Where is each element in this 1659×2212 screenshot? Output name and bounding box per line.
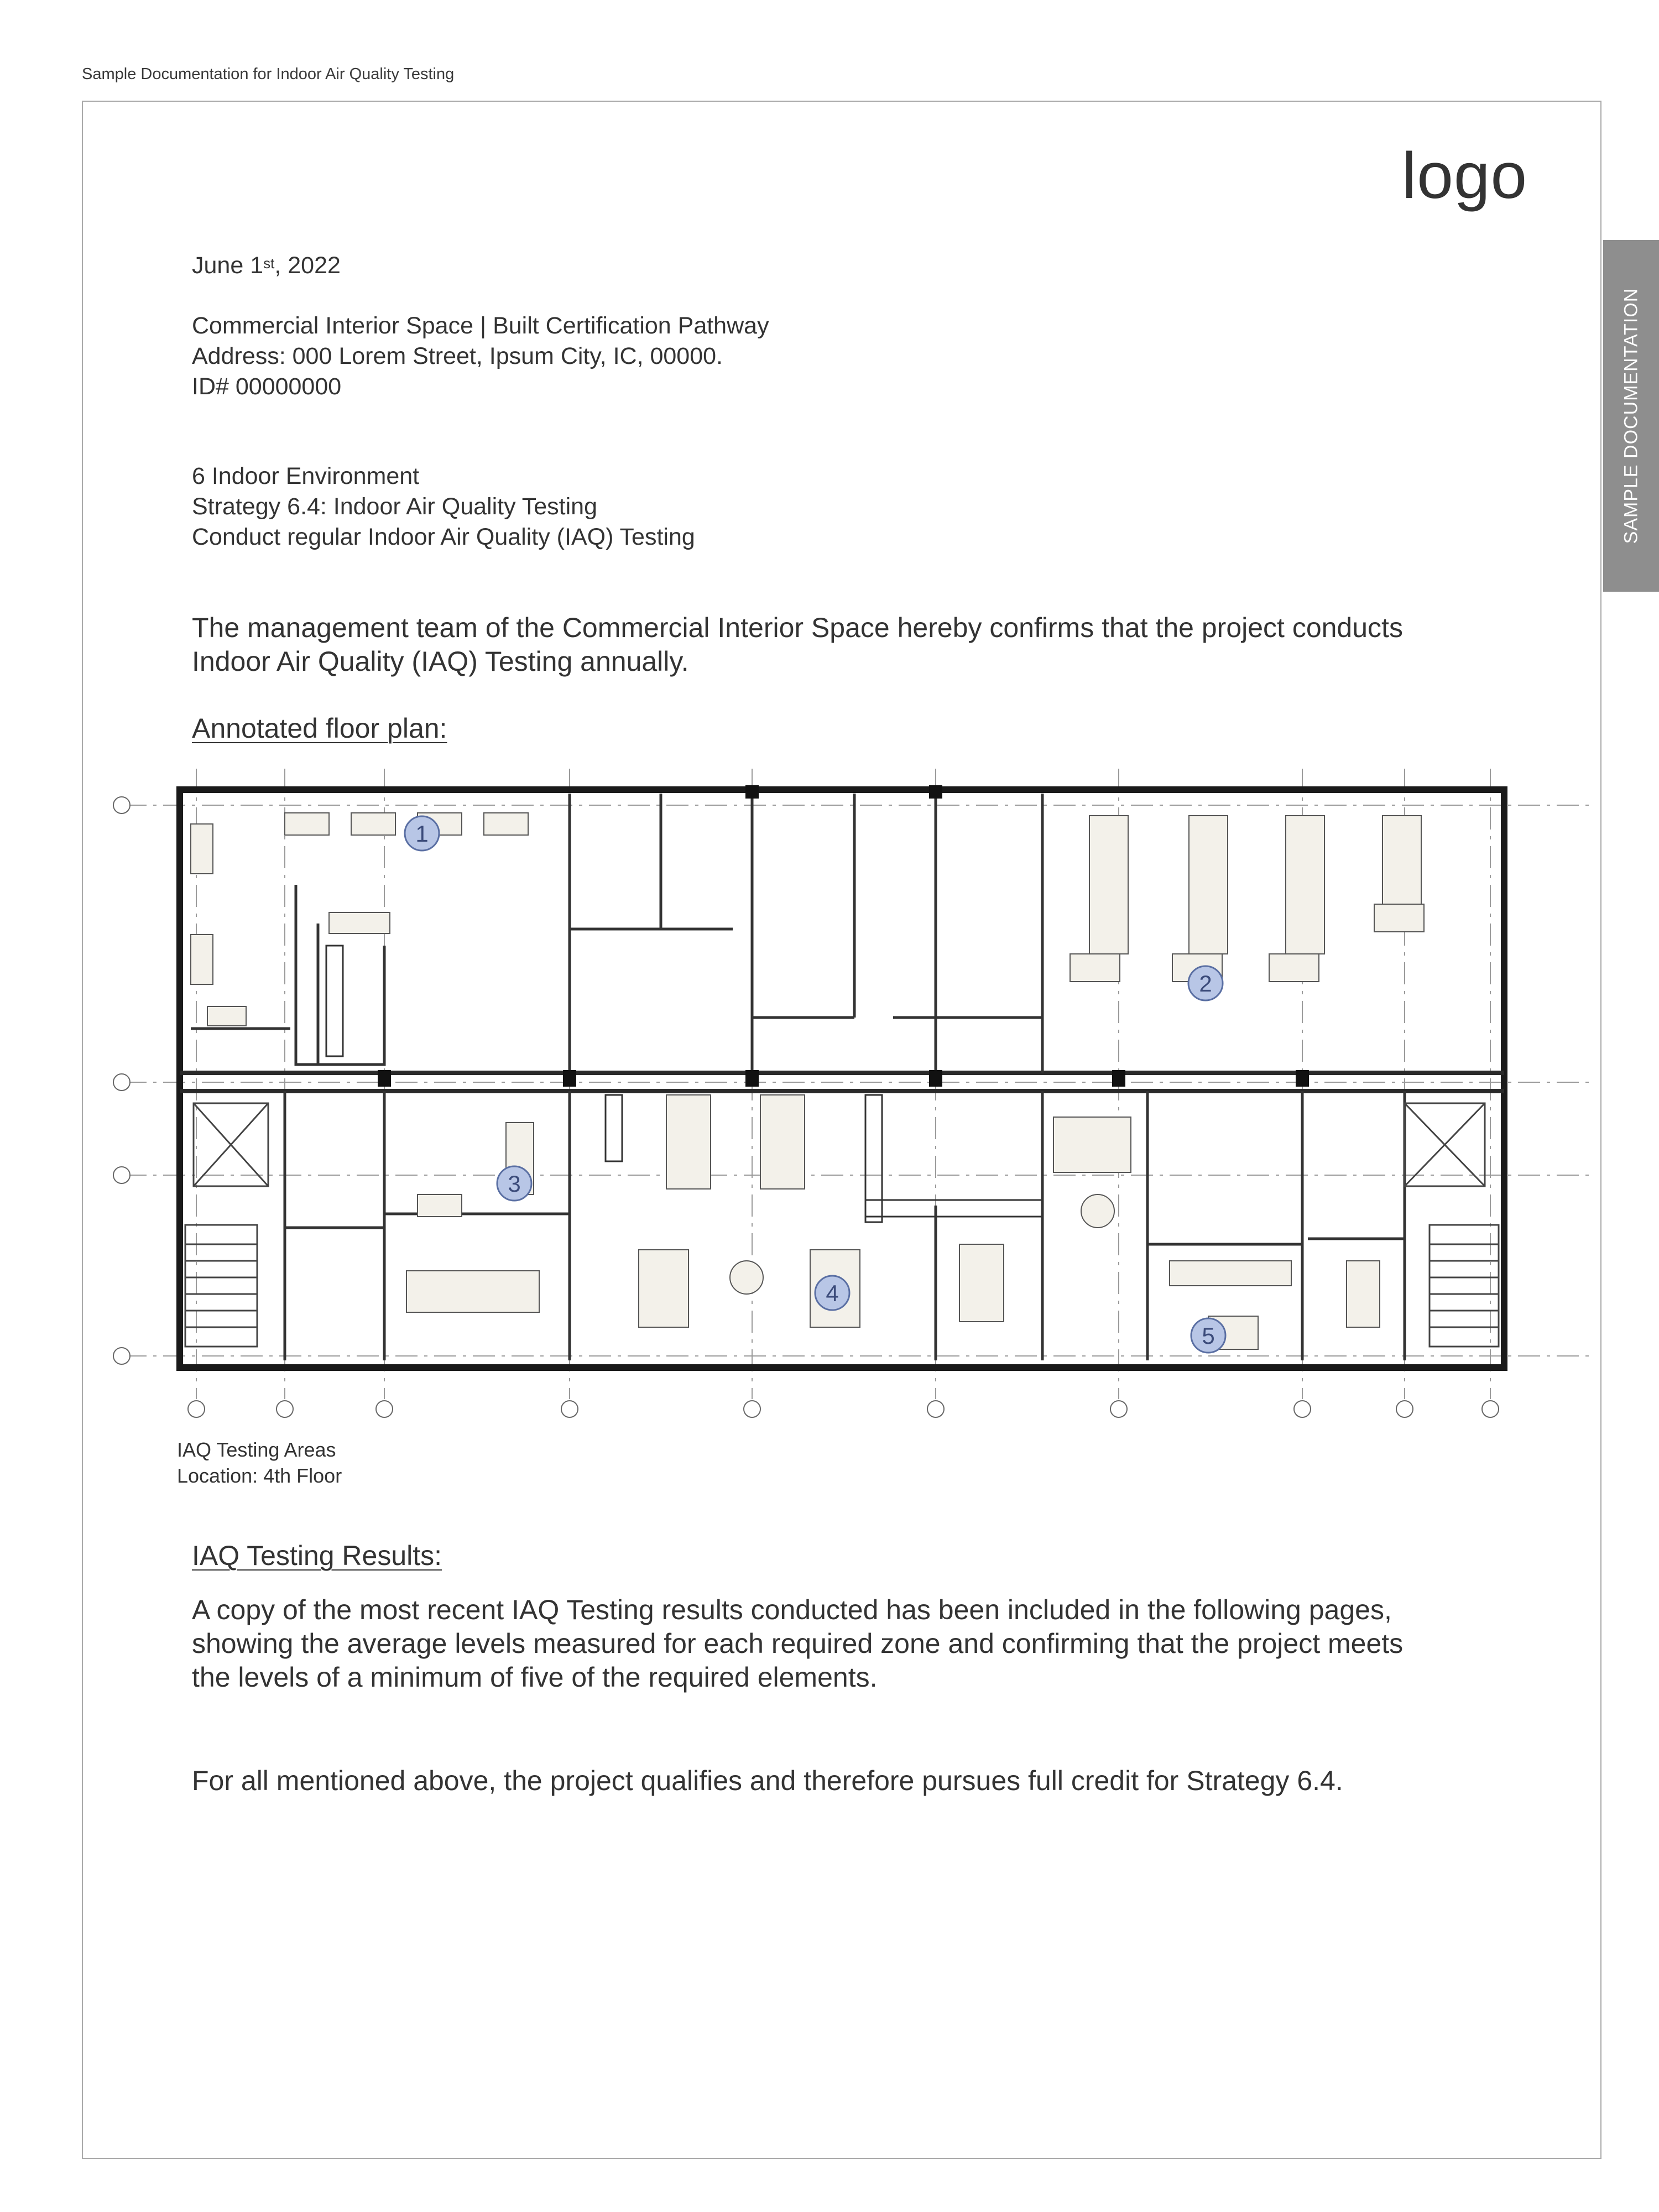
side-tab — [1603, 240, 1659, 592]
results-line-3: the levels of a minimum of five of the required elements. — [192, 1662, 878, 1693]
iaq-marker-4-label: 4 — [826, 1280, 839, 1306]
conclusion-line: For all mentioned above, the project qualifies and therefore pursues full credit for Strategy 6.4. — [192, 1765, 1343, 1796]
category-line: 6 Indoor Environment — [192, 463, 420, 489]
workstations-zone-2 — [1070, 816, 1424, 982]
furniture-zone-5 — [1053, 1117, 1380, 1349]
address-line: Address: 000 Lorem Street, Ipsum City, IC, 00000. — [192, 343, 723, 369]
letter-date: June 1st, 2022 — [192, 252, 341, 279]
running-header: Sample Documentation for Indoor Air Quality Testing — [82, 65, 455, 83]
furniture-zone-3 — [406, 1123, 539, 1312]
floor-plan-heading: Annotated floor plan: — [192, 713, 447, 744]
floor-plan — [108, 763, 1590, 1427]
floor-plan-caption-title: IAQ Testing Areas — [177, 1438, 336, 1461]
id-line: ID# 00000000 — [192, 373, 342, 400]
furniture-zone-1 — [191, 813, 528, 1026]
results-line-1: A copy of the most recent IAQ Testing results conducted has been included in the following pages, — [192, 1594, 1392, 1625]
logo: logo — [1402, 139, 1528, 212]
iaq-marker-5-label: 5 — [1202, 1323, 1215, 1349]
strategy-line: Strategy 6.4: Indoor Air Quality Testing — [192, 493, 597, 520]
requirement-line: Conduct regular Indoor Air Quality (IAQ) Testing — [192, 524, 695, 550]
confirmation-line-2: Indoor Air Quality (IAQ) Testing annually. — [192, 646, 689, 677]
iaq-marker-1-label: 1 — [415, 821, 429, 847]
confirmation-line-1: The management team of the Commercial Interior Space hereby confirms that the project conducts — [192, 612, 1403, 643]
results-heading: IAQ Testing Results: — [192, 1540, 442, 1571]
results-line-2: showing the average levels measured for each required zone and confirming that the project meets — [192, 1628, 1404, 1659]
side-tab-label: SAMPLE DOCUMENTATION — [1620, 288, 1641, 544]
floor-plan-caption-location: Location: 4th Floor — [177, 1464, 342, 1487]
iaq-marker-3-label: 3 — [508, 1171, 521, 1197]
iaq-marker-2-label: 2 — [1199, 971, 1212, 997]
project-line: Commercial Interior Space | Built Certification Pathway — [192, 312, 769, 339]
